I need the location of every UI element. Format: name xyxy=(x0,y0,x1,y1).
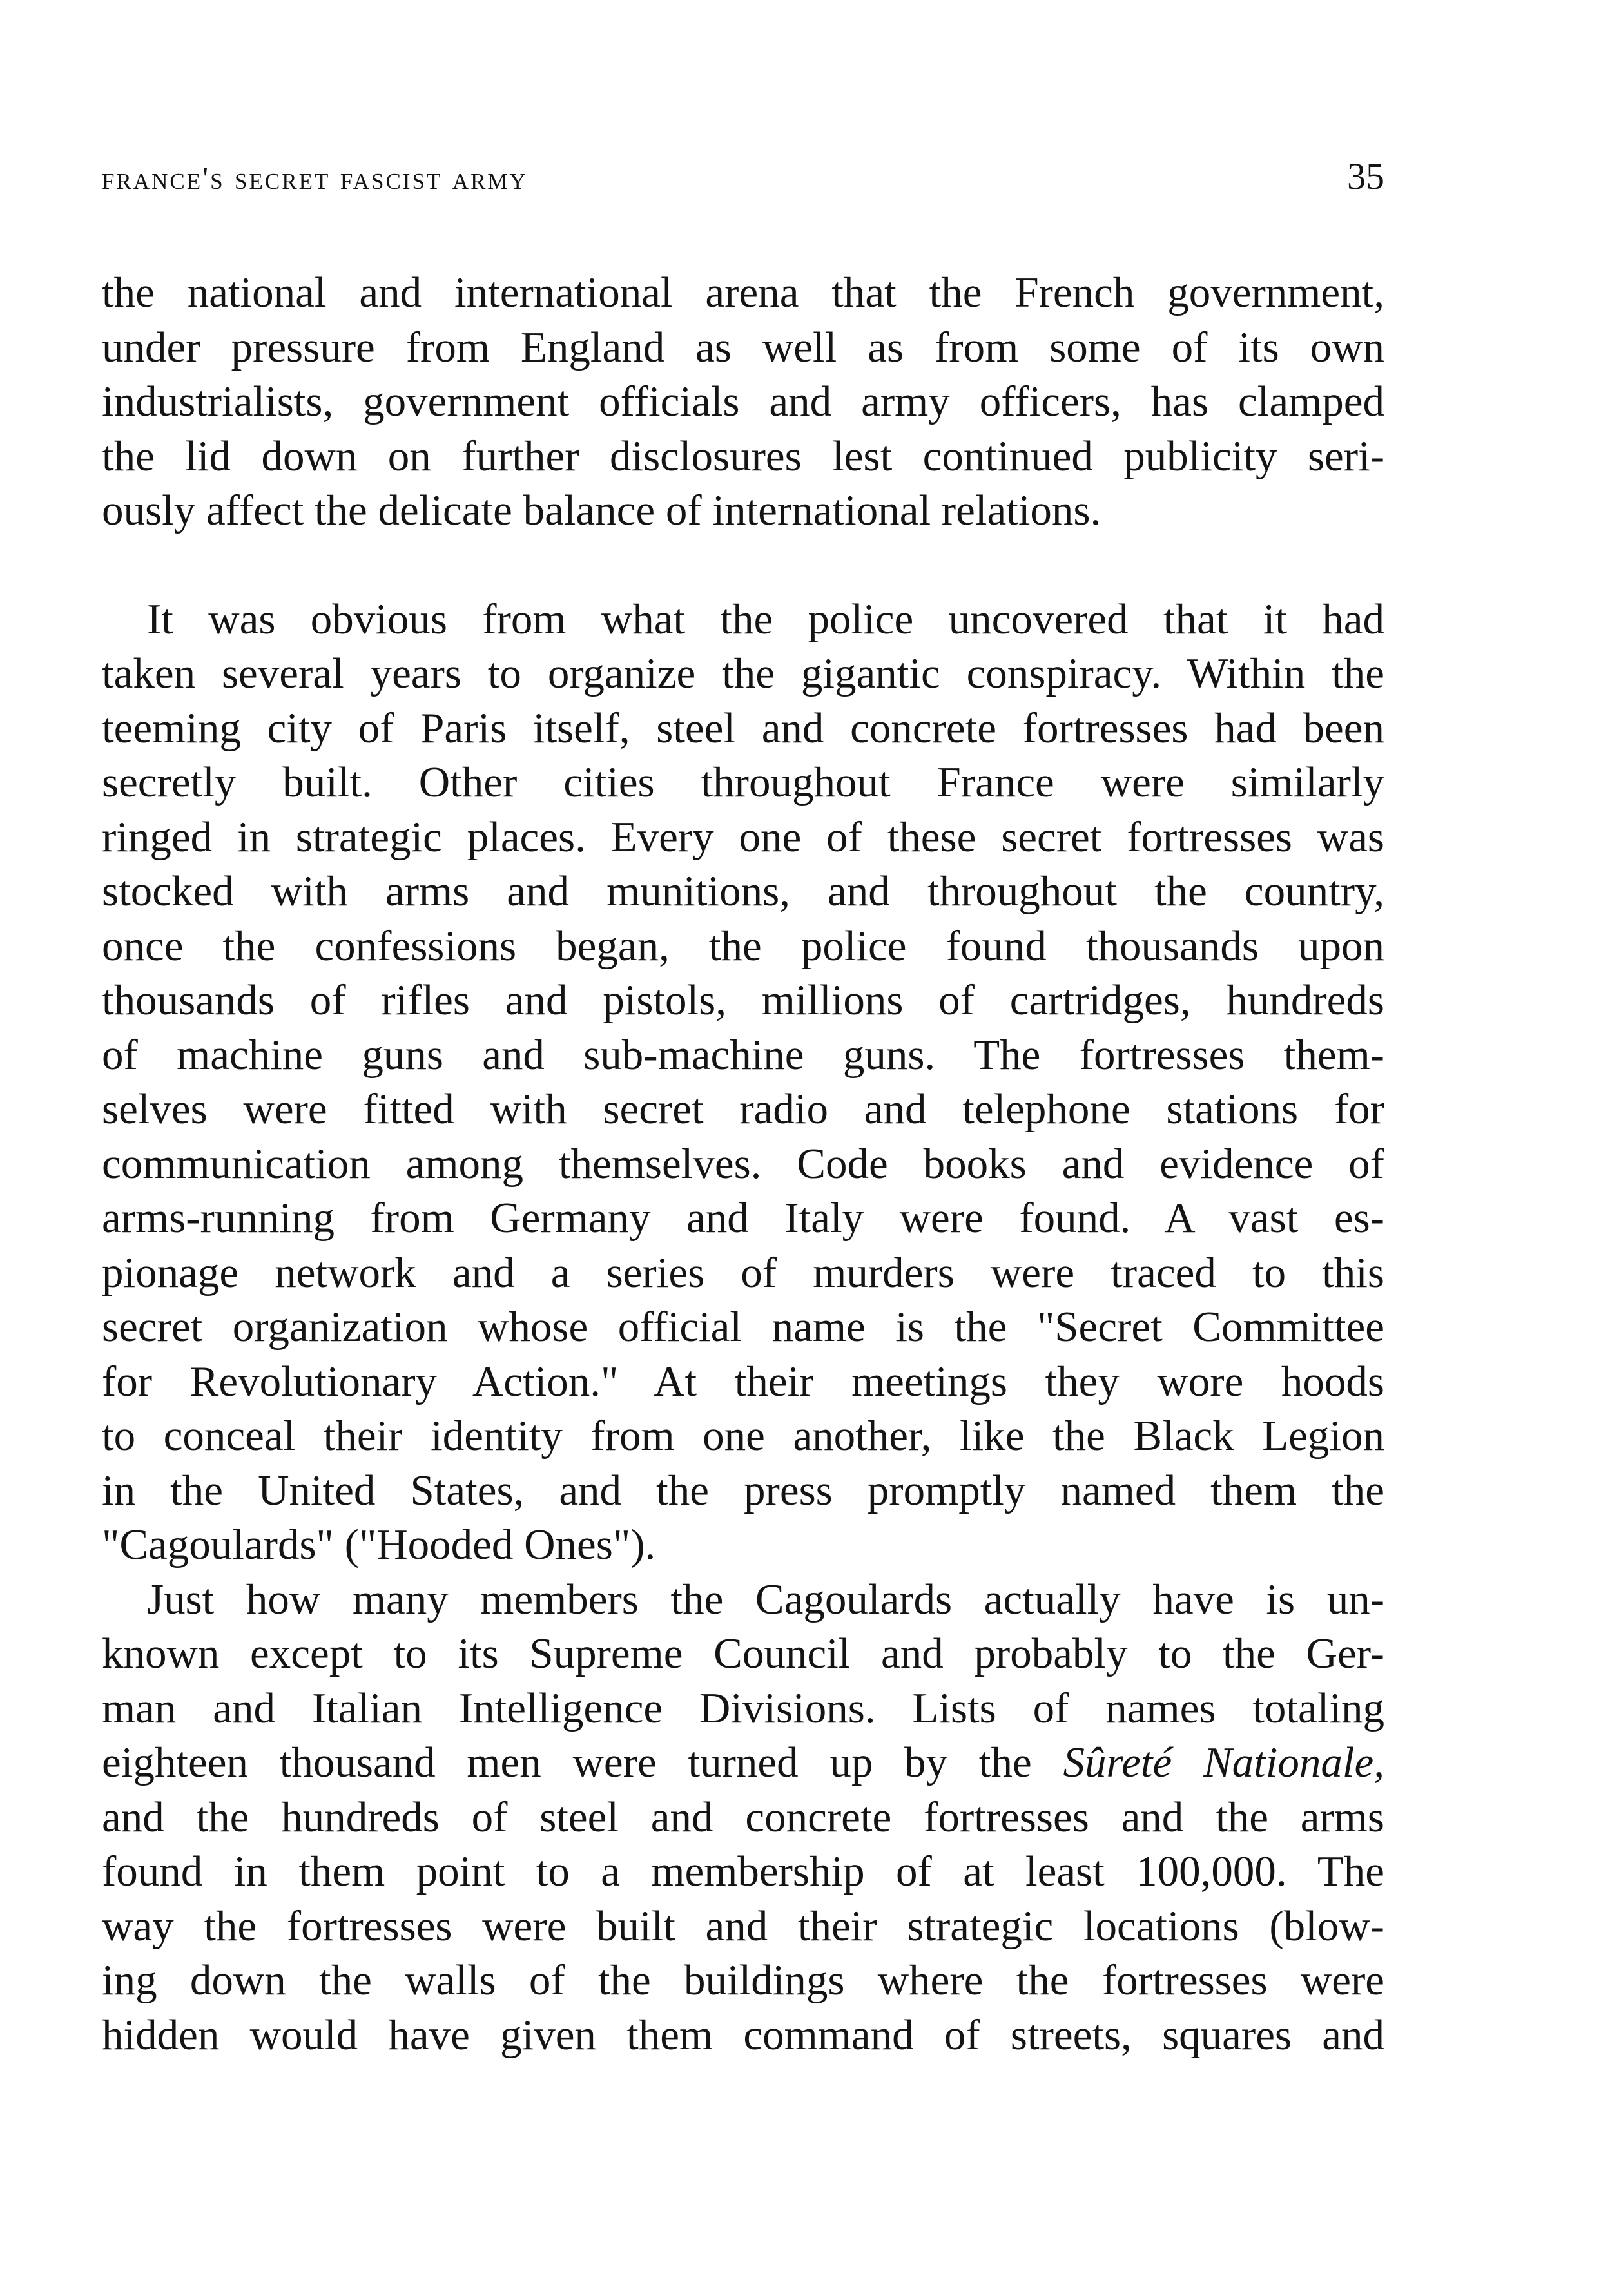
text-line: in the United States, and the press promptly named them the xyxy=(102,1466,1384,1514)
text-line: man and Italian Intelligence Divisions. Lists of names totaling xyxy=(102,1684,1384,1732)
text-line: teeming city of Paris itself, steel and concrete fortresses had been xyxy=(102,704,1384,752)
paragraph-spacer xyxy=(102,538,1384,592)
text-line: found in them point to a membership of at least 100,000. The xyxy=(102,1847,1384,1895)
text-line: communication among themselves. Code books and evidence of xyxy=(102,1139,1384,1188)
text-line: thousands of rifles and pistols, millions of cartridges, hundreds xyxy=(102,976,1384,1024)
text-line: stocked with arms and munitions, and throughout the country, xyxy=(102,867,1384,915)
running-head-title: france's secret fascist army xyxy=(102,160,528,196)
book-page xyxy=(102,155,1384,2062)
text-line: and the hundreds of steel and concrete fortresses and the arms xyxy=(102,1793,1384,1841)
text-line: ing down the walls of the buildings where the fortresses were xyxy=(102,1956,1384,2004)
paragraph-3 xyxy=(102,1572,1384,2063)
paragraph-1 xyxy=(102,265,1384,538)
text-line: the lid down on further disclosures lest continued publicity seri- xyxy=(102,432,1384,480)
text-line: "Cagoulards" ("Hooded Ones"). xyxy=(102,1521,656,1568)
text-line: selves were fitted with secret radio and telephone stations for xyxy=(102,1085,1384,1133)
text-line: for Revolutionary Action." At their meetings they wore hoods xyxy=(102,1357,1384,1405)
italic-phrase: Sûreté Nationale, xyxy=(1063,1739,1384,1786)
running-head xyxy=(102,155,1384,213)
text-line: of machine guns and sub-machine guns. The fortresses them- xyxy=(102,1030,1384,1079)
page-number: 35 xyxy=(1347,155,1384,197)
text-line: secret organization whose official name is the "Secret Committee xyxy=(102,1303,1384,1351)
text-line: way the fortresses were built and their strategic locations (blow- xyxy=(102,1902,1384,1950)
text-line: the national and international arena that the French government, xyxy=(102,269,1384,316)
text-line: once the confessions began, the police found thousands upon xyxy=(102,921,1384,970)
text-line: taken several years to organize the gigantic conspiracy. Within the xyxy=(102,650,1384,697)
text-line: arms-running from Germany and Italy were found. A vast es- xyxy=(102,1194,1384,1242)
paragraph-2 xyxy=(102,592,1384,1572)
text-line: ously affect the delicate balance of international relations. xyxy=(102,487,1101,534)
text-line: It was obvious from what the police uncovered that it had xyxy=(147,595,1384,643)
text-segment: eighteen thousand men were turned up by the xyxy=(102,1739,1063,1786)
text-line: pionage network and a series of murders were traced to this xyxy=(102,1248,1384,1297)
text-line: secretly built. Other cities throughout France were similarly xyxy=(102,758,1384,806)
text-line: ringed in strategic places. Every one of these secret fortresses was xyxy=(102,813,1384,861)
text-line: to conceal their identity from one another, like the Black Legion xyxy=(102,1412,1384,1460)
text-line: Just how many members the Cagoulards actually have is un- xyxy=(147,1575,1384,1623)
text-line-with-italic xyxy=(102,1735,1384,1790)
text-line: known except to its Supreme Council and probably to the Ger- xyxy=(102,1630,1384,1677)
text-line: hidden would have given them command of streets, squares and xyxy=(102,2011,1384,2059)
text-line: under pressure from England as well as from some of its own xyxy=(102,323,1384,371)
text-line: industrialists, government officials and army officers, has clamped xyxy=(102,378,1384,425)
